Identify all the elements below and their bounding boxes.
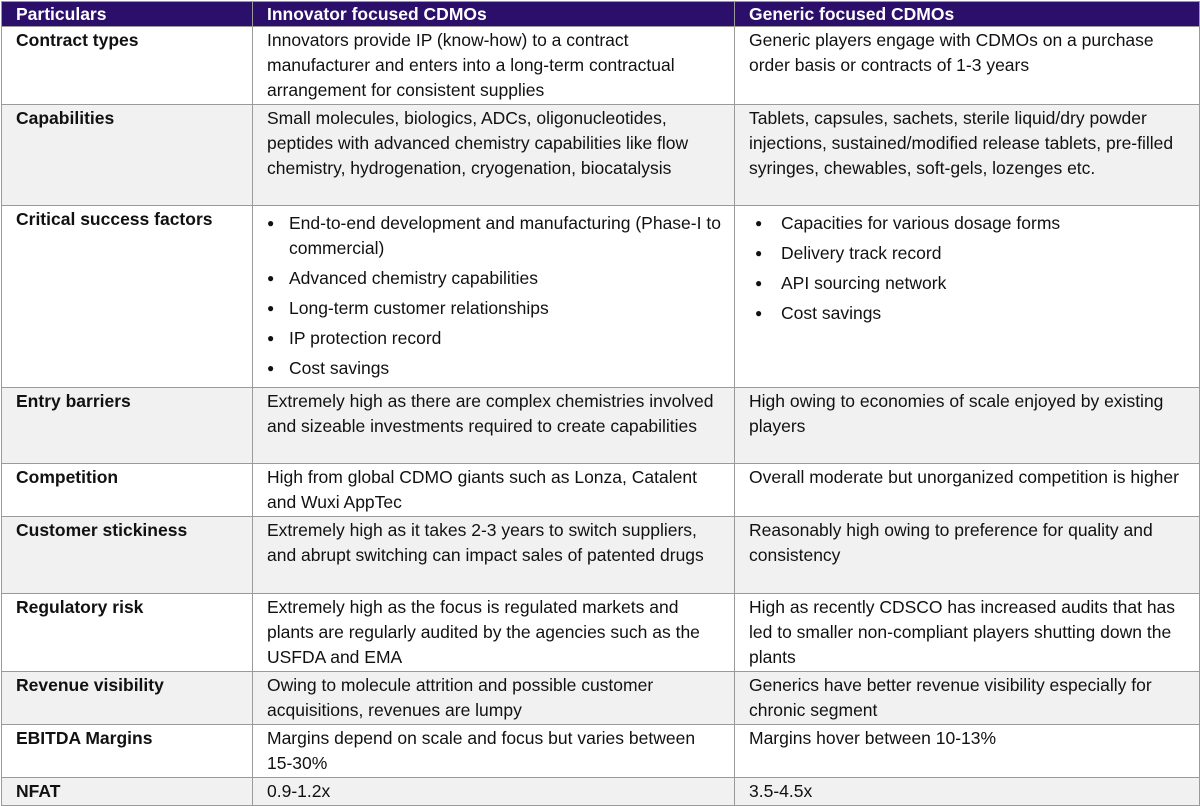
- row-ebitda-margins: [2, 725, 1200, 778]
- header-generic: Generic focused CDMOs: [735, 2, 1200, 27]
- innovator-cell: Extremely high as it takes 2-3 years to switch suppliers, and abrupt switching can impact sales of patented drugs: [253, 517, 735, 594]
- innovator-cell: Extremely high as there are complex chemistries involved and sizeable investments required to create capabilities: [253, 388, 735, 464]
- generic-cell: Overall moderate but unorganized competition is higher: [735, 464, 1200, 517]
- innovator-cell: Margins depend on scale and focus but varies between 15-30%: [253, 725, 735, 778]
- generic-cell: [735, 206, 1200, 388]
- generic-cell: Tablets, capsules, sachets, sterile liquid/dry powder injections, sustained/modified release tablets, pre-filled syringes, chewables, soft-gels, lozenges etc.: [735, 105, 1200, 206]
- generic-cell: Reasonably high owing to preference for quality and consistency: [735, 517, 1200, 594]
- row-label: Competition: [2, 464, 253, 517]
- innovator-cell: Innovators provide IP (know-how) to a contract manufacturer and enters into a long-term contractual arrangement for consistent supplies: [253, 27, 735, 105]
- list-item: ● Cost savings: [267, 356, 724, 381]
- header-particulars: Particulars: [2, 2, 253, 27]
- header-innovator: Innovator focused CDMOs: [253, 2, 735, 27]
- row-label: Contract types: [2, 27, 253, 105]
- generic-cell: 3.5-4.5x: [735, 778, 1200, 806]
- generic-cell: Margins hover between 10-13%: [735, 725, 1200, 778]
- innovator-factor-list: [267, 211, 724, 381]
- row-capabilities: [2, 105, 1200, 206]
- generic-factor-list: [749, 211, 1189, 326]
- innovator-cell: Owing to molecule attrition and possible customer acquisitions, revenues are lumpy: [253, 672, 735, 725]
- row-label: EBITDA Margins: [2, 725, 253, 778]
- list-item: ● API sourcing network: [749, 271, 1189, 296]
- list-item: ● Delivery track record: [749, 241, 1189, 266]
- header-row: [2, 2, 1200, 27]
- list-item: ● End-to-end development and manufacturing (Phase-I to commercial): [267, 211, 724, 261]
- row-label: Capabilities: [2, 105, 253, 206]
- innovator-cell: High from global CDMO giants such as Lonza, Catalent and Wuxi AppTec: [253, 464, 735, 517]
- innovator-cell: Small molecules, biologics, ADCs, oligonucleotides, peptides with advanced chemistry capabilities like flow chemistry, hydrogenation, cryogenation, biocatalysis: [253, 105, 735, 206]
- list-item: ● IP protection record: [267, 326, 724, 351]
- row-label: NFAT: [2, 778, 253, 806]
- list-item: ● Advanced chemistry capabilities: [267, 266, 724, 291]
- generic-cell: Generics have better revenue visibility especially for chronic segment: [735, 672, 1200, 725]
- generic-cell: High owing to economies of scale enjoyed by existing players: [735, 388, 1200, 464]
- row-revenue-visibility: [2, 672, 1200, 725]
- row-label: Regulatory risk: [2, 594, 253, 672]
- row-customer-stickiness: [2, 517, 1200, 594]
- row-regulatory-risk: [2, 594, 1200, 672]
- row-label: Customer stickiness: [2, 517, 253, 594]
- generic-cell: Generic players engage with CDMOs on a purchase order basis or contracts of 1-3 years: [735, 27, 1200, 105]
- list-item: ● Cost savings: [749, 301, 1189, 326]
- generic-cell: High as recently CDSCO has increased audits that has led to smaller non-compliant players shutting down the plants: [735, 594, 1200, 672]
- innovator-cell: [253, 206, 735, 388]
- row-label: Entry barriers: [2, 388, 253, 464]
- list-item: ● Long-term customer relationships: [267, 296, 724, 321]
- list-item: ● Capacities for various dosage forms: [749, 211, 1189, 236]
- row-label: Revenue visibility: [2, 672, 253, 725]
- row-contract-types: [2, 27, 1200, 105]
- row-label: Critical success factors: [2, 206, 253, 388]
- comparison-table: [1, 1, 1200, 806]
- row-competition: [2, 464, 1200, 517]
- row-entry-barriers: [2, 388, 1200, 464]
- row-nfat: [2, 778, 1200, 806]
- innovator-cell: 0.9-1.2x: [253, 778, 735, 806]
- innovator-cell: Extremely high as the focus is regulated markets and plants are regularly audited by the agencies such as the USFDA and EMA: [253, 594, 735, 672]
- row-critical-success-factors: [2, 206, 1200, 388]
